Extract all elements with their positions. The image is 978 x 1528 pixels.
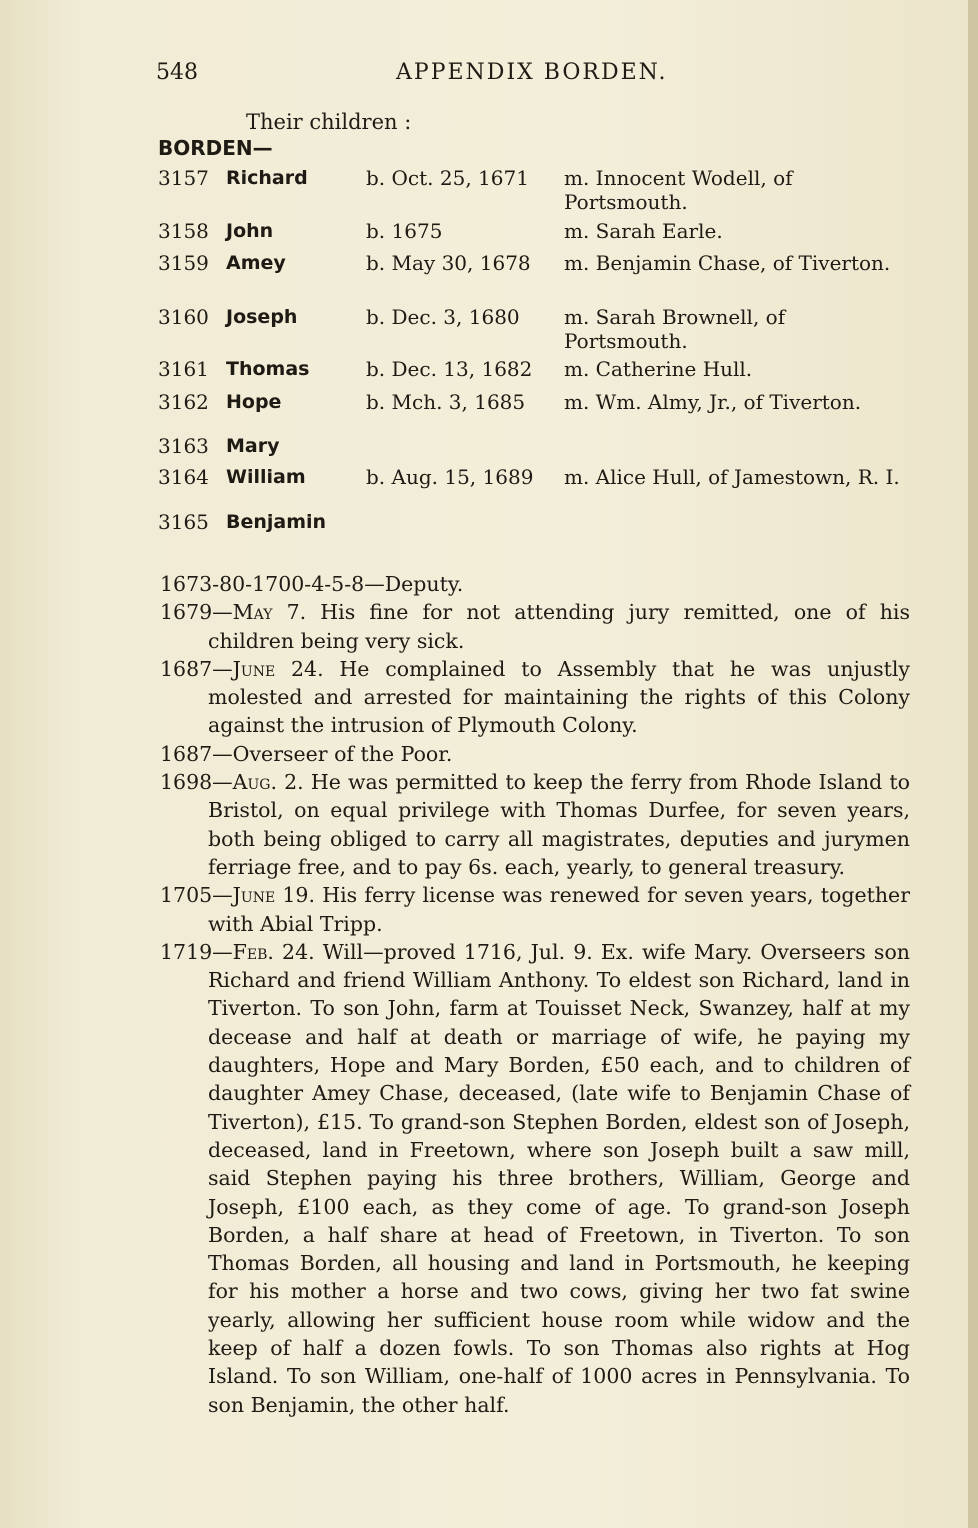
child-marriage: m. Sarah Brownell, of Portsmouth. xyxy=(564,305,786,353)
entry-date: 1673-80-1700-4-5-8— xyxy=(160,572,385,596)
child-marriage: m. Benjamin Chase, of Tiverton. xyxy=(564,251,891,275)
child-marriage: m. Wm. Almy, Jr., of Tiverton. xyxy=(564,390,862,414)
child-name: Joseph xyxy=(226,306,298,328)
child-birth: b. Dec. 3, 1680 xyxy=(366,305,520,329)
child-marriage: m. Sarah Earle. xyxy=(564,219,723,243)
page-number: 548 xyxy=(156,60,198,85)
child-birth: b. 1675 xyxy=(366,219,443,243)
entry-date: 1687— xyxy=(160,741,233,766)
child-number: 3161 xyxy=(158,357,209,381)
child-number: 3160 xyxy=(158,305,209,329)
child-birth: b. Mch. 3, 1685 xyxy=(366,390,526,414)
child-number: 3162 xyxy=(158,390,209,414)
child-number: 3158 xyxy=(158,219,209,243)
chronology-entry xyxy=(160,938,910,1419)
child-name: Mary xyxy=(226,435,280,457)
entry-date: 1687— xyxy=(160,656,233,681)
entry-month: Feb. xyxy=(232,939,274,964)
entry-date: 1719— xyxy=(160,939,233,964)
running-title: APPENDIX BORDEN. xyxy=(396,60,668,85)
child-birth: b. Dec. 13, 1682 xyxy=(366,357,533,381)
child-name: William xyxy=(226,466,306,488)
child-number: 3157 xyxy=(158,166,209,190)
entry-date: 1705— xyxy=(160,883,233,908)
child-name: Richard xyxy=(226,167,308,189)
page-edge xyxy=(968,0,978,1528)
entry-month: May xyxy=(232,600,273,625)
entry-text: 24. He complained to Assembly that he was unjustly molested and arrested for maintaining the rights of this Colony against the intrusion of Plymouth Colony. xyxy=(208,656,910,738)
child-name: John xyxy=(226,220,274,242)
child-birth: b. Aug. 15, 1689 xyxy=(366,465,534,489)
surname-heading: BORDEN— xyxy=(158,136,273,160)
chronology-entry xyxy=(160,740,910,768)
child-name: Benjamin xyxy=(226,511,327,533)
child-name: Hope xyxy=(226,391,282,413)
child-birth: b. May 30, 1678 xyxy=(366,251,531,275)
chronology-entry xyxy=(160,655,910,740)
entry-text: 2. He was permitted to keep the ferry from Rhode Island to Bristol, on equal privilege with Thomas Durfee, for seven years, both being obliged to carry all magistrates, deputies and jurymen ferriage free, and to pay 6s. each, yearly, to general treasury. xyxy=(208,770,910,879)
chronology-entry xyxy=(160,570,910,598)
child-name: Thomas xyxy=(226,358,310,380)
chronology-entry xyxy=(160,598,910,655)
entry-month: June xyxy=(232,883,276,908)
child-number: 3164 xyxy=(158,465,209,489)
chronology-entry xyxy=(160,881,910,938)
child-marriage: m. Alice Hull, of Jamestown, R. I. xyxy=(564,465,900,489)
child-marriage: m. Innocent Wodell, of Portsmouth. xyxy=(564,166,793,214)
child-number: 3163 xyxy=(158,434,209,458)
child-number: 3165 xyxy=(158,510,209,534)
entry-text: Deputy. xyxy=(384,572,464,596)
entry-date: 1679— xyxy=(160,600,233,625)
chronology-entry xyxy=(160,768,910,881)
entry-date: 1698— xyxy=(160,770,233,795)
child-name: Amey xyxy=(226,252,286,274)
child-number: 3159 xyxy=(158,251,209,275)
child-marriage: m. Catherine Hull. xyxy=(564,357,753,381)
entry-month: June xyxy=(232,656,276,681)
entry-month: Aug. xyxy=(232,770,277,795)
children-intro: Their children : xyxy=(246,110,412,134)
entry-text: 7. His fine for not attending jury remitted, one of his children being very sick. xyxy=(208,600,910,653)
entry-text: Overseer of the Poor. xyxy=(232,741,453,766)
entry-text: 24. Will—proved 1716, Jul. 9. Ex. wife Mary. Overseers son Richard and friend William Anthony. To eldest son Richard, land in Tiverton. To son John, farm at Touisset Neck, Swanzey, half at my decease and half at death or marriage of wife, he paying my daughters, Hope and Mary Borden, £50 each, and to children of daughter Amey Chase, deceased, (late wife to Benjamin Chase of Tiverton), £15. To grand-son Stephen Borden, eldest son of Joseph, deceased, land in Freetown, where son Joseph built a saw mill, said Stephen paying his three brothers, William, George and Joseph, £100 each, as they come of age. To grand-son Joseph Borden, a half share at head of Freetown, in Tiverton. To son Thomas Borden, all housing and land in Portsmouth, he keeping for his mother a horse and two cows, giving her two fat swine yearly, allowing her sufficient house room while widow and the keep of half a dozen fowls. To son Thomas also rights at Hog Island. To son William, one-half of 1000 acres in Pennsylvania. To son Benjamin, the other half. xyxy=(208,939,910,1417)
entry-text: 19. His ferry license was renewed for seven years, together with Abial Tripp. xyxy=(208,883,910,936)
chronology-entries xyxy=(160,570,910,1419)
child-birth: b. Oct. 25, 1671 xyxy=(366,166,529,190)
